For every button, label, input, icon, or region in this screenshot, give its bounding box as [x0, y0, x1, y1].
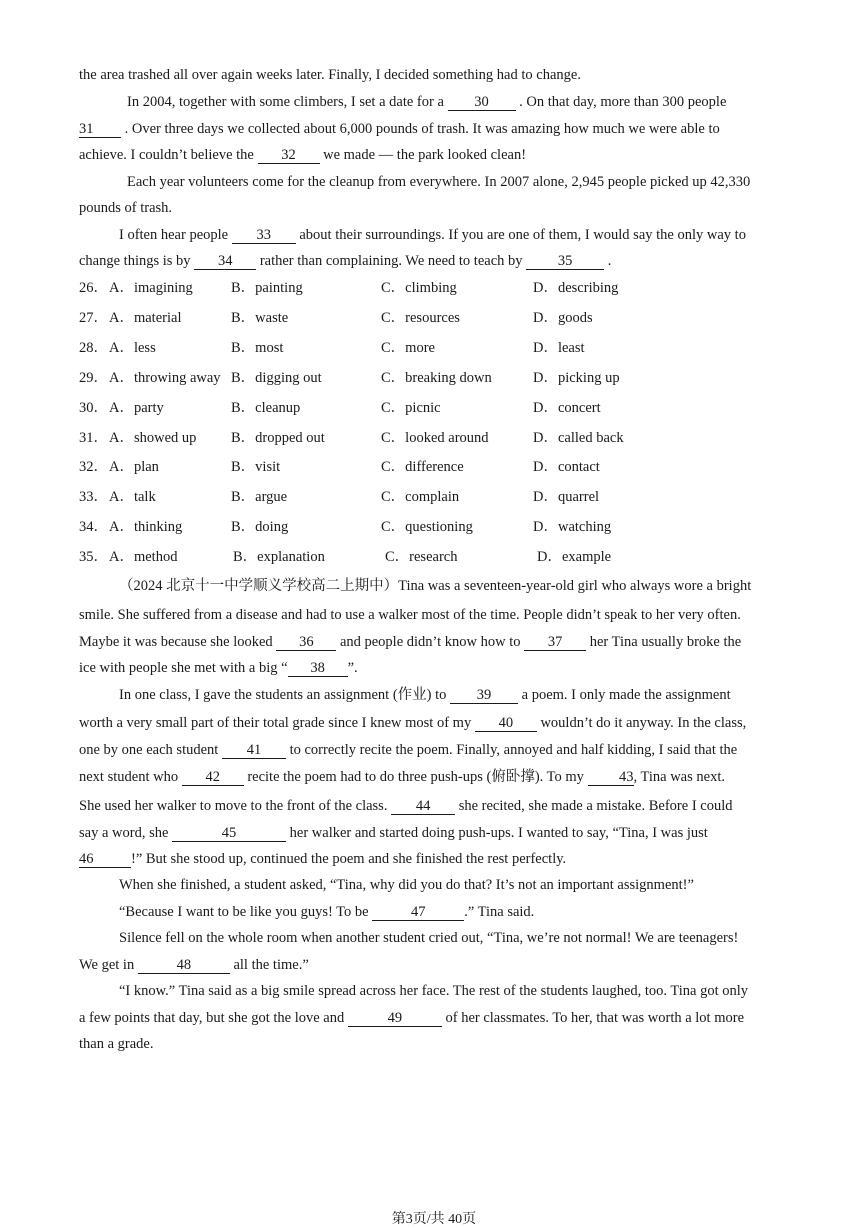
option-b[interactable]: B．most [231, 340, 284, 356]
option-a[interactable]: A．showed up [109, 430, 197, 446]
paragraph-line: I often hear people 33 about their surroundings. If you are one of them, I would say the only way to [119, 227, 746, 243]
blank-49[interactable]: 49 [348, 1011, 442, 1027]
option-d[interactable]: D．called back [533, 430, 624, 446]
document-page: the area trashed all over again weeks later. Finally, I decided something had to change. In 2004, together with some climbers, I set a date for a 30 . On that day, more than 300 people 31 . Over three days we collected about 6,000 pounds of trash. It was amazing how much we were able to achieve. I couldn’t believe the 32 we made — the park looked clean! Each year volunteers come for the cleanup from everywhere. In 2007 alone, 2,945 people picked up 42,330 pounds of trash. I often hear people 33 about their surroundings. If you are one of them, I would say the only way to change things is by 34 rather than complaining. We need to teach by 35 . 26． A．imagining B．painting C．climbing D．describing 27． A．material B．waste C．resources D．goods 28． A．less B．most C．more D．least 29． A．throwing away B．digging out C．breaking down D．picking up 30． A．party B．cleanup C．picnic D．concert 31． A．showed up B．dropped out C．looked around D．called back 32． A．plan B．visit C．difference D．contact 33． A．talk B．argue C．complain D．quarrel 34． A．thinking B．doing C．questioning D．watching 35． A．method B．explanation C．research D．example （2024 北京十一中学顺义学校高二上期中）Tina was a seventeen-year-old girl who always wore a bright smile. She suffered from a disease and had to use a walker most of the time. People didn’t speak to her very often. Maybe it was because she looked 36 and people didn’t know how to 37 her Tina usually broke the ice with people she met with a big “ 38 ”. In one class, I gave the students an assignment (作业) to 39 a poem. I only made the assignment worth a very small part of their total grade since I knew most of my 40 wouldn’t do it anyway. In the class, one by one each student 41 to correctly recite the poem. Finally, annoyed and half kidding, I said that the next student who 42 recite the poem had to do three push-ups (俯卧撑). To my 43, Tina was next. She used her walker to move to the front of the class. 44 she recited, she made a mistake. Before I could say a word, she 45 her walker and started doing push-ups. I wanted to say, “Tina, I was just 46 !” But she stood up, continued the poem and she finished the rest perfectly. When she finished, a student asked, “Tina, why did you do that? It’s not an important assignment!” “Because I want to be like you guys! To be 47 .” Tina said. Silence fell on the whole room when another student cried out, “Tina, we’re not normal! We are teenagers! We get in 48 all the time.” “I know.” Tina said as a big smile spread across her face. The rest of the students laughed, too. Tina got only a few points that day, but she got the love and 49 of her classmates. To her, that was worth a lot more than a grade. 第3页/共 40页 [0, 0, 868, 1227]
option-a[interactable]: A．plan [109, 459, 159, 475]
blank-45[interactable]: 45 [172, 826, 286, 842]
paragraph-line: In 2004, together with some climbers, I set a date for a 30 . On that day, more than 300 people [127, 94, 727, 110]
option-c[interactable]: C．picnic [381, 400, 441, 416]
option-d[interactable]: D．quarrel [533, 489, 600, 505]
option-c[interactable]: C．breaking down [381, 370, 492, 386]
paragraph-line: say a word, she 45 her walker and started doing push-ups. I wanted to say, “Tina, I was just [79, 825, 708, 841]
paragraph-line: “Because I want to be like you guys! To be 47 .” Tina said. [119, 904, 535, 920]
option-a[interactable]: A．throwing away [109, 370, 221, 386]
paragraph-line: Maybe it was because she looked 36 and people didn’t know how to 37 her Tina usually broke the [79, 634, 742, 650]
paragraph-line: worth a very small part of their total grade since I knew most of my 40 wouldn’t do it anyway. In the class, [79, 715, 747, 731]
option-c[interactable]: C．questioning [381, 519, 473, 535]
paragraph-line: ice with people she met with a big “ 38 ”. [79, 660, 358, 676]
option-c[interactable]: C．complain [381, 489, 460, 505]
blank-39[interactable]: 39 [450, 688, 518, 704]
blank-33[interactable]: 33 [232, 228, 296, 244]
option-a[interactable]: A．thinking [109, 519, 183, 535]
option-b[interactable]: B．painting [231, 280, 303, 296]
page-number: 第3页/共 40页 [391, 1212, 477, 1227]
option-b[interactable]: B．explanation [233, 549, 325, 565]
paragraph-line: a few points that day, but she got the love and 49 of her classmates. To her, that was worth a lot more [79, 1010, 745, 1026]
option-c[interactable]: C．more [381, 340, 435, 356]
option-a[interactable]: A．material [109, 310, 182, 326]
blank-30[interactable]: 30 [448, 95, 516, 111]
option-b[interactable]: B．waste [231, 310, 289, 326]
paragraph-line: next student who 42 recite the poem had to do three push-ups (俯卧撑). To my 43, Tina was next. [79, 769, 725, 785]
paragraph-line: When she finished, a student asked, “Tina, why did you do that? It’s not an important assignment!” [119, 877, 694, 893]
option-a[interactable]: A．party [109, 400, 164, 416]
option-c[interactable]: C．resources [381, 310, 460, 326]
blank-47[interactable]: 47 [372, 905, 464, 921]
blank-46[interactable]: 46 [79, 852, 131, 868]
blank-36[interactable]: 36 [276, 635, 336, 651]
paragraph-line: pounds of trash. [79, 200, 173, 216]
option-d[interactable]: D．picking up [533, 370, 620, 386]
blank-34[interactable]: 34 [194, 254, 256, 270]
blank-42[interactable]: 42 [182, 770, 244, 786]
paragraph-line: In one class, I gave the students an assignment (作业) to 39 a poem. I only made the assignment [119, 687, 731, 703]
paragraph-line: She used her walker to move to the front of the class. 44 she recited, she made a mistake. Before I could [79, 798, 733, 814]
paragraph-line: We get in 48 all the time.” [79, 957, 309, 973]
paragraph-line: 46 !” But she stood up, continued the poem and she finished the rest perfectly. [79, 851, 567, 867]
blank-35[interactable]: 35 [526, 254, 604, 270]
blank-48[interactable]: 48 [138, 958, 230, 974]
paragraph-line: Silence fell on the whole room when another student cried out, “Tina, we’re not normal! We are teenagers! [119, 930, 739, 946]
option-d[interactable]: D．goods [533, 310, 593, 326]
option-c[interactable]: C．research [385, 549, 458, 565]
paragraph-line: （2024 北京十一中学顺义学校高二上期中）Tina was a seventeen-year-old girl who always wore a bright [119, 578, 752, 594]
option-a[interactable]: A．imagining [109, 280, 193, 296]
option-d[interactable]: D．describing [533, 280, 619, 296]
blank-40[interactable]: 40 [475, 716, 537, 732]
option-a[interactable]: A．less [109, 340, 156, 356]
option-b[interactable]: B．cleanup [231, 400, 301, 416]
blank-44[interactable]: 44 [391, 799, 455, 815]
blank-37[interactable]: 37 [524, 635, 586, 651]
option-d[interactable]: D．concert [533, 400, 601, 416]
option-b[interactable]: B．doing [231, 519, 289, 535]
option-d[interactable]: D．watching [533, 519, 612, 535]
paragraph-line: change things is by 34 rather than complaining. We need to teach by 35 . [79, 253, 612, 269]
blank-43[interactable]: 43 [588, 770, 634, 786]
option-b[interactable]: B．visit [231, 459, 281, 475]
blank-38[interactable]: 38 [288, 661, 348, 677]
option-d[interactable]: D．least [533, 340, 585, 356]
paragraph-line: smile. She suffered from a disease and had to use a walker most of the time. People didn’t speak to her very often. [79, 607, 741, 623]
option-d[interactable]: D．contact [533, 459, 600, 475]
paragraph-line: the area trashed all over again weeks later. Finally, I decided something had to change. [79, 67, 581, 83]
option-a[interactable]: A．talk [109, 489, 156, 505]
option-b[interactable]: B．dropped out [231, 430, 325, 446]
paragraph-line: achieve. I couldn’t believe the 32 we made — the park looked clean! [79, 147, 527, 163]
paragraph-line: Each year volunteers come for the cleanup from everywhere. In 2007 alone, 2,945 people picked up 42,330 [127, 174, 751, 190]
blank-31[interactable]: 31 [79, 122, 121, 138]
option-c[interactable]: C．climbing [381, 280, 457, 296]
option-b[interactable]: B．digging out [231, 370, 322, 386]
option-c[interactable]: C．looked around [381, 430, 489, 446]
option-c[interactable]: C．difference [381, 459, 464, 475]
option-a[interactable]: A．method [109, 549, 178, 565]
paragraph-line: than a grade. [79, 1036, 154, 1052]
blank-32[interactable]: 32 [258, 148, 320, 164]
paragraph-line: “I know.” Tina said as a big smile spread across her face. The rest of the students laughed, too. Tina got only [119, 983, 749, 999]
option-b[interactable]: B．argue [231, 489, 288, 505]
paragraph-line: 31 . Over three days we collected about 6,000 pounds of trash. It was amazing how much we were able to [79, 121, 720, 137]
blank-41[interactable]: 41 [222, 743, 286, 759]
option-d[interactable]: D．example [537, 549, 612, 565]
paragraph-line: one by one each student 41 to correctly recite the poem. Finally, annoyed and half kidding, I said that the [79, 742, 738, 758]
